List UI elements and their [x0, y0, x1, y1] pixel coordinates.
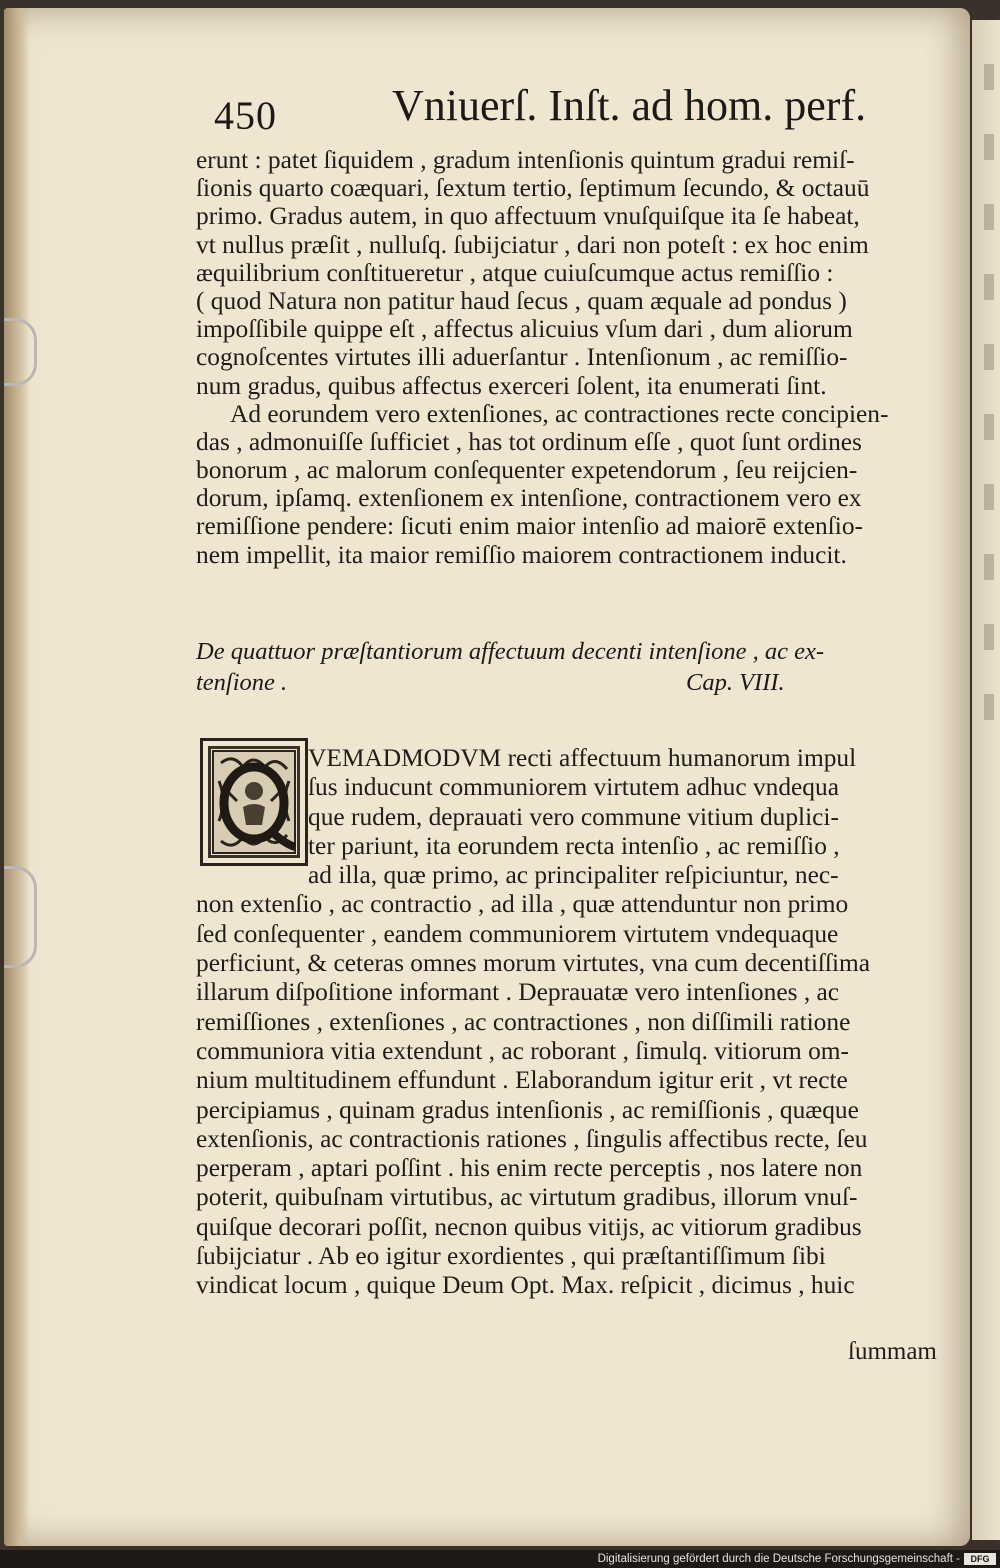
text-line: primo. Gradus autem, in quo affectuum vnuſquiſque ita ſe habeat, [196, 202, 860, 231]
text-line: perficiunt, & ceteras omnes morum virtutes, vna cum decentiſſima [196, 949, 871, 978]
chapter-label: Cap. VIII. [686, 669, 785, 696]
text-line: ſus inducunt communiorem virtutem adhuc vndequa [308, 773, 839, 802]
text-line: cognoſcentes virtutes illi aduerſantur . Intenſionum , ac remiſſio- [196, 343, 848, 372]
text-line: illarum diſpoſitione informant . Deprauatæ vero intenſiones , ac [196, 978, 840, 1007]
page-gutter [4, 8, 30, 1546]
paper-clip-upper [4, 318, 37, 386]
text-line: extenſionis, ac contractionis rationes , ſingulis affectibus recte, ſeu [196, 1124, 868, 1153]
text-line: æquilibrium conſtitueretur , atque cuiuſcumque actus remiſſio : [196, 258, 834, 287]
text-line: Ad eorundem vero extenſiones, ac contractiones recte concipien- [230, 399, 889, 428]
text-line: erunt : patet ſiquidem , gradum intenſionis quintum gradui remiſ- [196, 146, 855, 174]
text-line: ſed conſequenter , eandem communiorem virtutem vndequaque [196, 919, 839, 948]
text-line: nem impellit, ita maior remiſſio maiorem contractionem inducit. [196, 540, 847, 569]
text-line: perperam , aptari poſſint . his enim recte perceptis , nos latere non [196, 1154, 863, 1183]
chapter-title-continuation: tenſione . [196, 669, 288, 696]
text-line: ſubijciatur . Ab eo igitur exordientes , qui præſtantiſſimum ſibi [196, 1242, 826, 1271]
text-line: nium multitudinem effundunt . Elaborandum igitur erit , vt recte [196, 1066, 848, 1095]
text-line: ad illa, quæ primo, ac principaliter reſpiciuntur, nec- [308, 861, 839, 890]
text-line: bonorum , ac malorum conſequenter expetendorum , ſeu reijcien- [196, 456, 858, 485]
running-head [214, 80, 914, 144]
text-line: communiora vitia extendunt , ac roborant , ſimulq. vitiorum om- [196, 1036, 849, 1065]
chapter-title-line: De quattuor præſtantiorum affectuum decenti intenſione , ac ex- [196, 638, 825, 665]
running-title: Vniuerſ. Inſt. ad hom. perf. [392, 81, 867, 130]
text-line: VEMADMODVM recti affectuum humanorum impul [308, 744, 857, 772]
text-line: ter pariunt, ita eorundem recta intenſio , ac remiſſio , [308, 831, 840, 860]
text-line: que rudem, deprauati vero commune vitium duplici- [308, 802, 839, 831]
text-line: dorum, ipſamq. extenſionem ex intenſione, contractionem vero ex [196, 484, 862, 513]
paper-clip-lower [4, 866, 37, 968]
footer-credit: Digitalisierung gefördert durch die Deutsche Forschungsgemeinschaft - [597, 1553, 960, 1565]
text-line: das , admonuiſſe ſufficiet , has tot ordinum eſſe , quot ſunt ordines [196, 427, 862, 456]
text-line: percipiamus , quinam gradus intenſionis , ac remiſſionis , quæque [196, 1095, 859, 1124]
page-number: 450 [214, 93, 277, 138]
text-line: remiſſiones , extenſiones , ac contractiones , non diſſimili ratione [196, 1007, 851, 1036]
chapter-body-text [196, 744, 938, 1301]
text-line: ſionis quarto coæquari, ſextum tertio, ſeptimum ſecundo, & octauū [196, 174, 870, 203]
continued-text [196, 146, 938, 569]
text-line: remiſſione pendere: ſicuti enim maior intenſio ad maiorē extenſio- [196, 512, 863, 541]
catchword: ſummam [848, 1338, 937, 1365]
text-line: impoſſibile quippe eſt , affectus alicuius vſum dari , dum aliorum [196, 315, 853, 344]
text-line: vindicat locum , quique Deum Opt. Max. reſpicit , dicimus , huic [196, 1271, 855, 1300]
text-line: non extenſio , ac contractio , ad illa , quæ attenduntur non primo [196, 890, 849, 919]
text-line: quiſque decorari poſſit, necnon quibus vitijs, ac vitiorum gradibus [196, 1212, 862, 1241]
adjacent-page-edge [972, 20, 1000, 1540]
chapter-heading [196, 636, 938, 698]
text-line: poterit, quibuſnam virtutibus, ac virtutum gradibus, illorum vnuſ- [196, 1183, 858, 1212]
chapter-title-line-2 [196, 667, 938, 698]
text-line: vt nullus præſit , nulluſq. ſubijciatur , dari non poteſt : ex hoc enim [196, 230, 869, 259]
text-line: ( quod Natura non patitur haud ſecus , quam æquale ad pondus ) [196, 286, 847, 315]
digitization-footer [0, 1550, 1000, 1568]
dfg-logo: DFG [964, 1553, 996, 1565]
text-line: num gradus, quibus affectus exerceri ſolent, ita enumerati ſint. [196, 371, 827, 400]
